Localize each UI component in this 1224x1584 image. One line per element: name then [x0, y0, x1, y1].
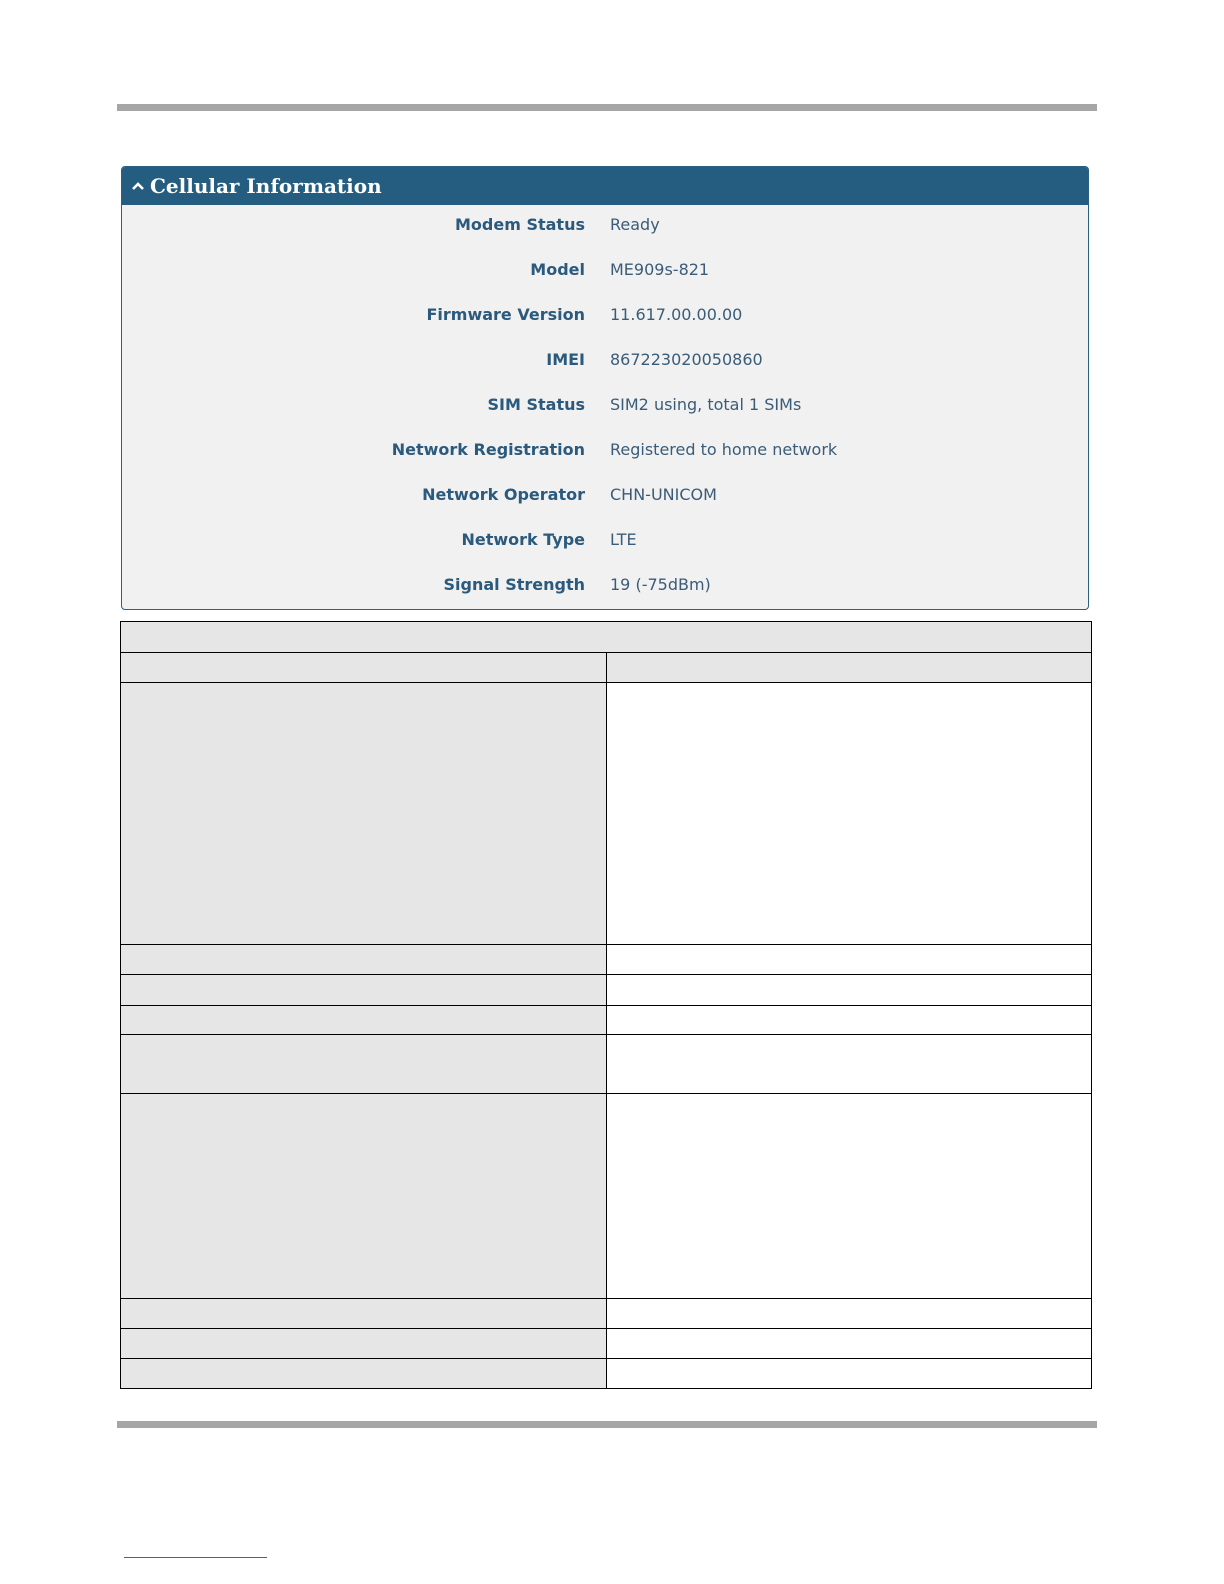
info-label: Network Registration: [391, 440, 585, 459]
table-cell-label: [121, 1299, 607, 1329]
table-cell-value: [606, 1329, 1092, 1359]
table-cell-label: [121, 975, 607, 1006]
info-value: 867223020050860: [610, 350, 763, 369]
table-row: [121, 1329, 1092, 1359]
table-cell-value: [606, 1094, 1092, 1299]
cellular-information-panel: [121, 166, 1089, 610]
info-label: Network Operator: [422, 485, 585, 504]
info-row-sim-status: [122, 385, 1088, 430]
info-label: Modem Status: [455, 215, 585, 234]
table-cell-value: [606, 1299, 1092, 1329]
table-row: [121, 1094, 1092, 1299]
info-row-network-operator: [122, 475, 1088, 520]
table-cell-value: [606, 945, 1092, 975]
info-value: Registered to home network: [610, 440, 838, 459]
table-row: [121, 1359, 1092, 1389]
table-row: [121, 1035, 1092, 1094]
table-header-cell: [606, 653, 1092, 683]
info-label: Model: [530, 260, 585, 279]
table-cell-label: [121, 683, 607, 945]
table-cell-label: [121, 1006, 607, 1035]
chevron-up-icon[interactable]: [130, 176, 146, 196]
table-row: [121, 945, 1092, 975]
table-cell-label: [121, 1035, 607, 1094]
info-value: CHN-UNICOM: [610, 485, 717, 504]
info-label: SIM Status: [487, 395, 585, 414]
table-row: [121, 1299, 1092, 1329]
info-row-firmware-version: [122, 295, 1088, 340]
info-row-model: [122, 250, 1088, 295]
info-label: Firmware Version: [426, 305, 585, 324]
info-label: Signal Strength: [443, 575, 585, 594]
panel-title: Cellular Information: [150, 174, 382, 198]
table-cell-label: [121, 1329, 607, 1359]
info-label: Network Type: [461, 530, 585, 549]
table-header-cell: [121, 653, 607, 683]
info-row-imei: [122, 340, 1088, 385]
info-value: 19 (-75dBm): [610, 575, 711, 594]
table-cell-value: [606, 1006, 1092, 1035]
table-row: [121, 975, 1092, 1006]
info-label: IMEI: [546, 350, 585, 369]
info-row-modem-status: [122, 205, 1088, 250]
table-row: [121, 1006, 1092, 1035]
table-cell-value: [606, 1359, 1092, 1389]
table-cell-value: [606, 683, 1092, 945]
footer-link-underline[interactable]: [124, 1557, 267, 1558]
table-cell-value: [606, 1035, 1092, 1094]
panel-header[interactable]: [122, 167, 1088, 205]
info-row-signal-strength: [122, 565, 1088, 610]
table-cell-value: [606, 975, 1092, 1006]
info-value: 11.617.00.00.00: [610, 305, 743, 324]
table-title-row: [121, 622, 1092, 653]
footer-rule: [117, 1421, 1097, 1428]
table-row: [121, 683, 1092, 945]
table-header-row: [121, 653, 1092, 683]
info-value: ME909s-821: [610, 260, 710, 279]
table-cell-label: [121, 945, 607, 975]
info-value: SIM2 using, total 1 SIMs: [610, 395, 802, 414]
info-row-network-registration: [122, 430, 1088, 475]
info-value: Ready: [610, 215, 660, 234]
description-table: [120, 621, 1092, 1389]
info-value: LTE: [610, 530, 637, 549]
table-title-cell: [121, 622, 1092, 653]
table-cell-label: [121, 1359, 607, 1389]
table-cell-label: [121, 1094, 607, 1299]
header-rule: [117, 104, 1097, 111]
info-row-network-type: [122, 520, 1088, 565]
